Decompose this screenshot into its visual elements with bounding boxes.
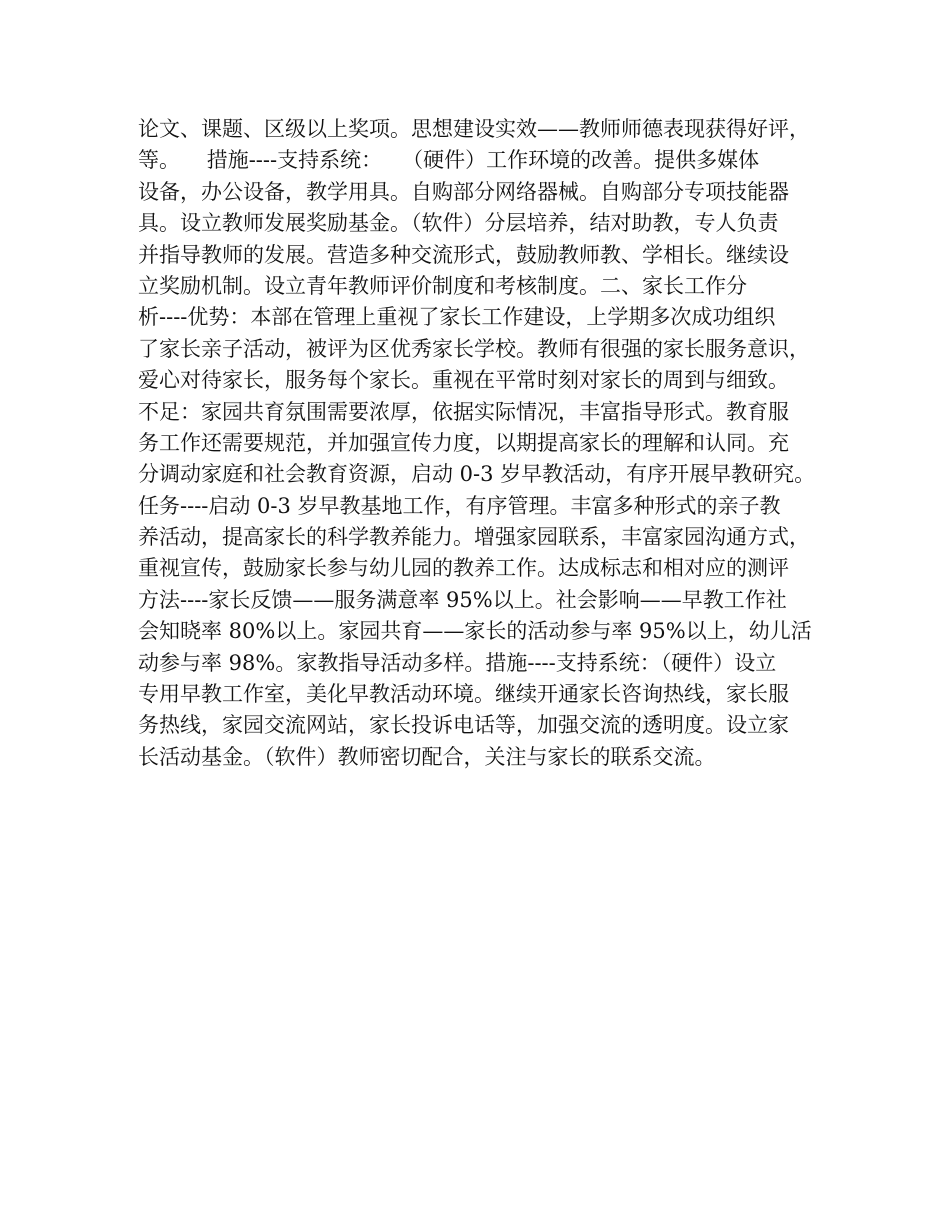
text-line: 具。设立教师发展奖励基金。（软件）分层培养，结对助教，专人负责 [138,211,779,236]
text-line: 养活动，提高家长的科学教养能力。增强家园联系，丰富家园沟通方式， [138,525,810,550]
text-line: 分调动家庭和社会教育资源，启动 0-3 岁早教活动，有序开展早教研究。 [138,462,816,487]
text-line: 等。 措施----支持系统： （硬件）工作环境的改善。提供多媒体 [138,148,760,173]
text-line: 方法----家长反馈——服务满意率 95%以上。社会影响——早教工作社 [138,587,787,612]
text-line: 会知晓率 80%以上。家园共育——家长的活动参与率 95%以上，幼儿活 [138,619,812,644]
text-line: 务工作还需要规范，并加强宣传力度，以期提高家长的理解和认同。充 [138,430,789,455]
text-line: 设备，办公设备，教学用具。自购部分网络器械。自购部分专项技能器 [138,179,789,204]
text-line: 了家长亲子活动，被评为区优秀家长学校。教师有很强的家长服务意识， [138,336,810,361]
text-line: 任务----启动 0-3 岁早教基地工作，有序管理。丰富多种形式的亲子教 [138,493,781,518]
text-line: 动参与率 98%。家教指导活动多样。措施----支持系统：（硬件）设立 [138,650,777,675]
body-text [138,114,828,773]
text-line: 专用早教工作室，美化早教活动环境。继续开通家长咨询热线，家长服 [138,682,789,707]
text-line: 爱心对待家长，服务每个家长。重视在平常时刻对家长的周到与细致。 [138,368,789,393]
text-line: 并指导教师的发展。营造多种交流形式，鼓励教师教、学相长。继续设 [138,242,789,267]
text-line: 务热线，家园交流网站，家长投诉电话等，加强交流的透明度。设立家 [138,713,789,738]
text-line: 立奖励机制。设立青年教师评价制度和考核制度。二、家长工作分 [138,273,747,298]
text-line: 析----优势：本部在管理上重视了家长工作建设，上学期多次成功组织 [138,305,776,330]
text-line: 重视宣传，鼓励家长参与幼儿园的教养工作。达成标志和相对应的测评 [138,556,789,581]
text-line: 论文、课题、区级以上奖项。思想建设实效——教师师德表现获得好评， [138,117,810,141]
text-line: 不足：家园共育氛围需要浓厚，依据实际情况，丰富指导形式。教育服 [138,399,789,424]
text-line: 长活动基金。（软件）教师密切配合，关注与家长的联系交流。 [138,744,716,769]
